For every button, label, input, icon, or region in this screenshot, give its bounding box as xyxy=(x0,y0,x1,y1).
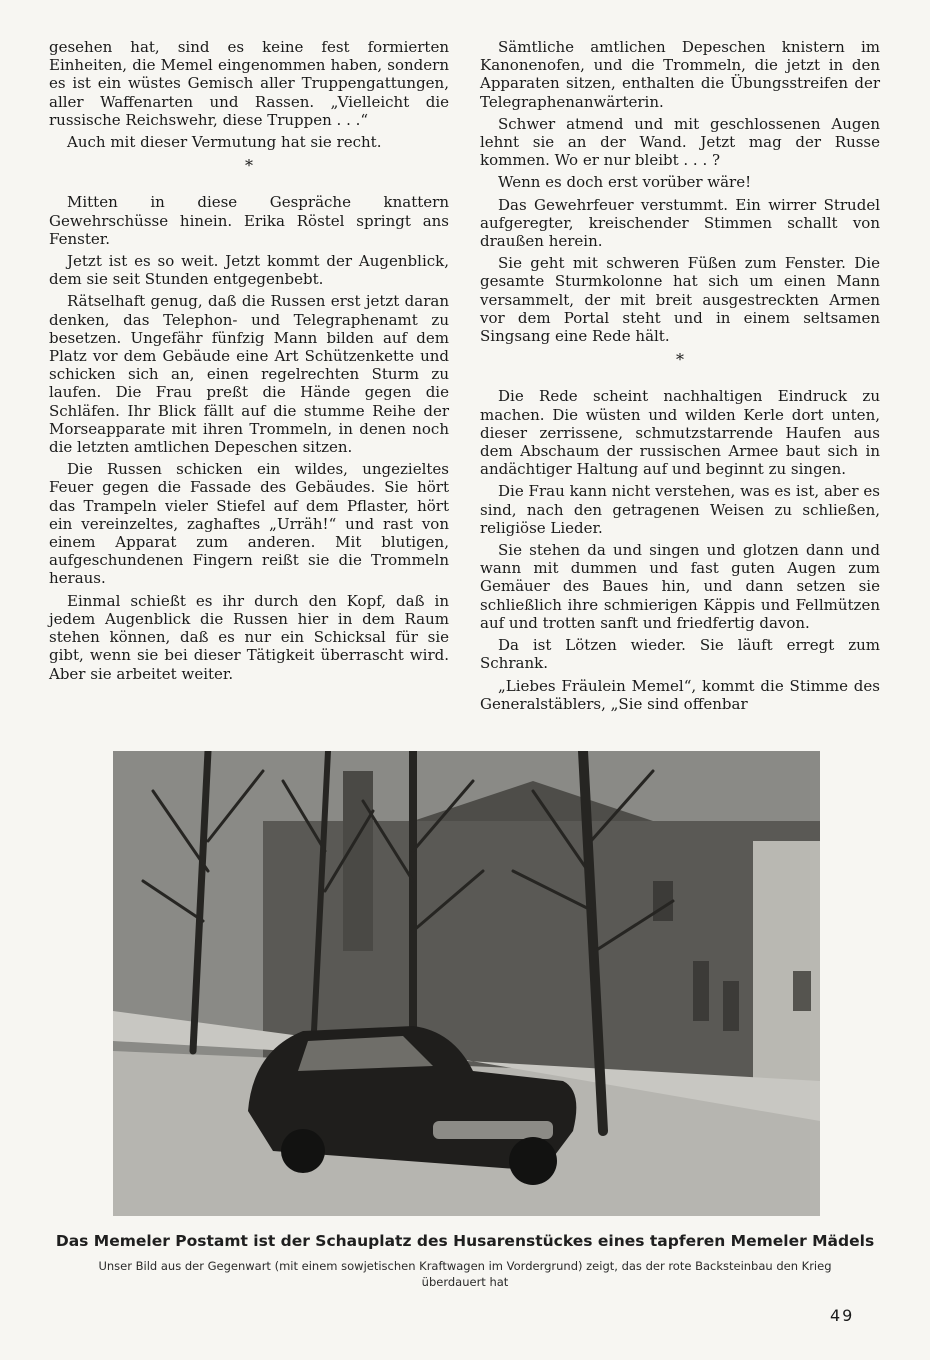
paragraph: Sie geht mit schweren Füßen zum Fenster. Die gesamte Sturmkolonne hat sich um einen Mann versammelt, der mit breit ausgestreckten Armen vor dem Portal steht und in einem seltsamen Singsang eine Rede hält. xyxy=(480,254,880,346)
section-separator: * xyxy=(245,156,253,176)
paragraph: Das Gewehrfeuer verstummt. Ein wirrer Strudel aufgeregter, kreischender Stimmen schallt von draußen herein. xyxy=(480,195,880,251)
paragraph: Die Frau kann nicht verstehen, was es ist, aber es sind, nach den getragenen Weisen zu schließen, religiöse Lieder. xyxy=(480,482,880,537)
paragraph: Sie stehen da und singen und glotzen dann und wann mit dummen und fast guten Augen zum Gemäuer des Baues hin, und dann setzen sie schließlich ihre schmierigen Käppis und Fellmützen auf und trotten sanft und friedfertig davon. xyxy=(480,541,880,632)
paragraph: Auch mit dieser Vermutung hat sie recht. xyxy=(67,133,382,152)
paragraph: Die Rede scheint nachhaltigen Eindruck zu machen. Die wüsten und wilden Kerle dort unten, dieser zerrissene, schmutzstarrende Haufen aus dem Abschaum der russischen Armee baut sich in andächtiger Haltung auf und beginnt zu singen. xyxy=(480,387,880,479)
paragraph: Sämtliche amtlichen Depeschen knistern im Kanonenofen, und die Trommeln, die jetzt in den Apparaten sitzen, enthalten die Übungsstreifen der Telegraphenanwärterin. xyxy=(480,38,880,111)
photo-caption-title: Das Memeler Postamt ist der Schauplatz des Husarenstückes eines tapferen Memeler Mädels xyxy=(55,1232,875,1250)
section-separator: * xyxy=(676,350,684,370)
paragraph: Jetzt ist es so weit. Jetzt kommt der Augenblick, dem sie seit Stunden entgegenbebt. xyxy=(49,252,449,289)
post-office-photo xyxy=(113,751,820,1216)
photo-caption-line: Unser Bild aus der Gegenwart (mit einem sowjetischen Kraftwagen im Vordergrund) zeigt, das der rote Backsteinbau den Krieg xyxy=(98,1259,832,1273)
paragraph: Einmal schießt es ihr durch den Kopf, daß in jedem Augenblick die Russen hier in dem Raum stehen können, daß es nur ein Schicksal für sie gibt, wenn sie bei dieser Tätigkeit überrascht wird. Aber sie arbeitet weiter. xyxy=(49,591,449,683)
paragraph: Da ist Lötzen wieder. Sie läuft erregt zum Schrank. xyxy=(480,636,880,673)
article-right-column xyxy=(480,38,880,717)
paragraph: Rätselhaft genug, daß die Russen erst jetzt daran denken, das Telephon- und Telegraphenamt zu besetzen. Ungefähr fünfzig Mann bilden auf dem Platz vor dem Gebäude eine Art Schützenkette und schicken sich an, einen regelrechten Sturm zu laufen. Die Frau preßt die Hände gegen die Schläfen. Ihr Blick fällt auf die stumme Reihe der Morseapparate mit ihren Trommeln, in denen noch die letzten amtlichen Depeschen sitzen. xyxy=(49,292,449,457)
paragraph: Mitten in diese Gespräche knattern Gewehrschüsse hinein. Erika Röstel springt ans Fenster. xyxy=(49,193,449,248)
paragraph: „Liebes Fräulein Memel“, kommt die Stimme des Generalstäblers, „Sie sind offenbar xyxy=(480,676,880,713)
paragraph: Schwer atmend und mit geschlossenen Augen lehnt sie an der Wand. Jetzt mag der Russe kommen. Wo er nur bleibt . . . ? xyxy=(480,114,880,170)
page-number: 49 xyxy=(830,1306,855,1325)
paragraph: Die Russen schicken ein wildes, ungezieltes Feuer gegen die Fassade des Gebäudes. Sie hört das Trampeln vieler Stiefel auf dem Pflaster, hört ein vereinzeltes, zaghaftes „Urräh!“ und rast von einem Apparat zum anderen. Mit blutigen, aufgeschundenen Fingern reißt sie die Trommeln heraus. xyxy=(49,460,449,588)
photo-caption-line: überdauert hat xyxy=(421,1275,509,1289)
article-left-column xyxy=(49,38,449,687)
paragraph: gesehen hat, sind es keine fest formierten Einheiten, die Memel eingenommen haben, sondern es ist ein wüstes Gemisch aller Truppengattungen, aller Waffenarten und Rassen. „Vielleicht die russische Reichswehr, diese Truppen . . .“ xyxy=(49,38,449,129)
photo-caption-text xyxy=(90,1258,840,1290)
photo-illustration xyxy=(113,751,820,1216)
paragraph: Wenn es doch erst vorüber wäre! xyxy=(498,173,752,192)
